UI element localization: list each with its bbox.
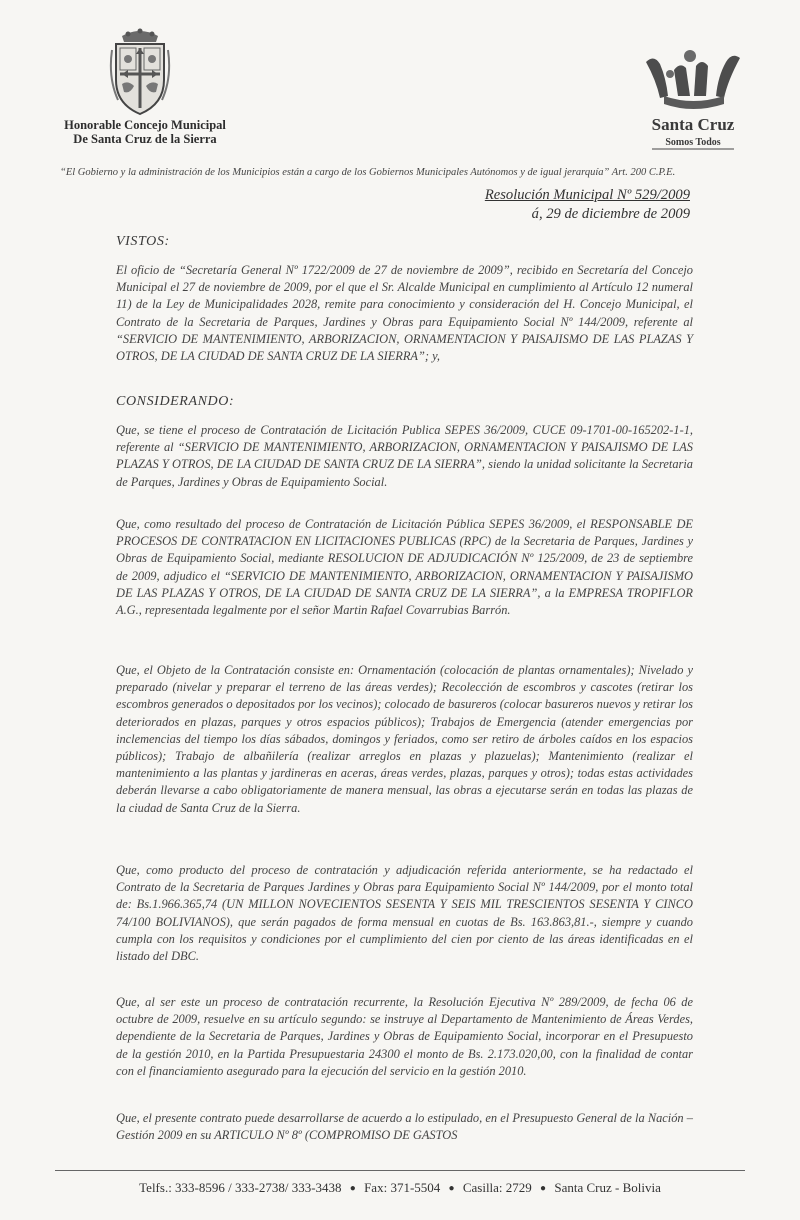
coat-of-arms-icon xyxy=(108,28,172,118)
footer-fax: Fax: 371-5504 xyxy=(364,1180,441,1195)
considerando-paragraph-2: Que, como resultado del proceso de Contratación de Licitación Pública SEPES 36/2009, el RESPONSABLE DE PROCESOS DE CONTRATACION EN LICITACIONES PUBLICAS (RPC) de la Secretaria de Parques, Jardines y Obras de Equipamiento Social, mediante RESOLUCION DE ADJUDICACIÓN Nº 125/2009, de 23 de septiembre de 2009, adjudico el “SERVICIO DE MANTENIMIENTO, ARBORIZACION, ORNAMENTACION Y PAISAJISMO DE LAS PLAZAS Y OTROS, DE LA CIUDAD DE SANTA CRUZ DE LA SIERRA”, a la EMPRESA TROPIFLOR A.G., representada legalmente por el señor Martin Rafael Covarrubias Barrón. xyxy=(116,517,693,618)
considerando-paragraph-6: Que, el presente contrato puede desarrollarse de acuerdo a lo estipulado, en el Presupuesto General de la Nación – Gestión 2009 en su ARTICULO Nº 8º (COMPROMISO DE GASTOS xyxy=(116,1111,693,1143)
council-name xyxy=(40,118,250,146)
bullet-icon: ● xyxy=(448,1183,455,1194)
considerando-paragraph-4: Que, como producto del proceso de contratación y adjudicación referida anteriormente, se ha redactado el Contrato de la Secretaria de Parques Jardines y Obras para Equipamiento Social Nº 144/2009, por el monto total de: Bs.1.966.365,74 (UN MILLON NOVECIENTOS SESENTA Y SEIS MIL TRESCIENTOS SESENTA Y CINCO 74/100 BOLIVIANOS), que serán pagados de forma mensual en cuotas de Bs. 163.863,81.-, siempre y cuando cumpla con los requisitos y condiciones por el cumplimiento del cien por ciento de las áreas identificadas en el listado del DBC. xyxy=(116,863,693,964)
vistos-heading: VISTOS: xyxy=(116,234,170,249)
logo-subtitle: Somos Todos xyxy=(665,137,721,148)
council-name-line1: Honorable Concejo Municipal xyxy=(64,118,226,132)
considerando-paragraph-3: Que, el Objeto de la Contratación consiste en: Ornamentación (colocación de plantas ornamentales); Nivelado y preparado (nivelar y preparar el terreno de las áreas verdes); Recolección de escombros y cascotes (retirar los escombros generados o depositados por los vecinos); colocado de basureros (colocar basureros nuevos y retirar los deteriorados en plazas, parques y otros espacios públicos); Trabajos de Emergencia (atender emergencias por inclemencias del tiempo los días sábados, domingos y feriados, como ser retiro de árboles caídos en los espacios públicos); Trabajo de albañilería (realizar arreglos en plazas y plazuelas); Mantenimiento (realizar el mantenimiento a las plantas y jardineras en aceras, áreas verdes, plazas, parques y otros); todas estas actividades deberán llevarse a cabo obligatoriamente de manera mensual, las obras a ejecutarse serán en todas las plazas de la ciudad de Santa Cruz de la Sierra. xyxy=(116,663,693,815)
vistos-paragraph: El oficio de “Secretaría General Nº 1722/2009 de 27 de noviembre de 2009”, recibido en Secretaría del Concejo Municipal el 27 de noviembre de 2009, por el que el Sr. Alcalde Municipal en cumplimiento al Artículo 12 numeral 11) de la Ley de Municipalidades 2028, remite para conocimiento y consideración del H. Concejo Municipal, el Contrato de la Secretaria de Parques, Jardines y Obras para Equipamiento Social Nº 144/2009, referente al “SERVICIO DE MANTENIMIENTO, ARBORIZACION, ORNAMENTACION Y PAISAJISMO DE LAS PLAZAS Y OTROS, DE LA CIUDAD DE SANTA CRUZ DE LA SIERRA”; y, xyxy=(116,263,693,364)
footer-contact xyxy=(55,1180,745,1196)
resolution-header xyxy=(350,186,690,224)
considerando-paragraph-1: Que, se tiene el proceso de Contratación de Licitación Publica SEPES 36/2009, CUCE 09-1701-00-165202-1-1, referente al “SERVICIO DE MANTENIMIENTO, ARBORIZACION, ORNAMENTACION Y PAISAJISMO DE LAS PLAZAS Y OTROS, DE LA CIUDAD DE SANTA CRUZ DE LA SIERRA”, siendo la unidad solicitante la Secretaria de Parques, Jardines y Obras de Equipamiento Social. xyxy=(116,423,693,489)
constitution-quote: “El Gobierno y la administración de los Municipios están a cargo de los Gobiernos Municipales Autónomos y de igual jerarquía” Art. 200 C.P.E. xyxy=(60,167,676,178)
footer-phones: Telfs.: 333-8596 / 333-2738/ 333-3438 xyxy=(139,1180,342,1195)
footer-divider xyxy=(55,1170,745,1171)
logo-title: Santa Cruz xyxy=(651,115,735,134)
bullet-icon: ● xyxy=(540,1183,547,1194)
footer-casilla: Casilla: 2729 xyxy=(462,1180,532,1195)
considerando-heading: CONSIDERANDO: xyxy=(116,394,235,409)
santa-cruz-logo xyxy=(638,44,748,154)
council-name-line2: De Santa Cruz de la Sierra xyxy=(73,132,217,146)
bullet-icon: ● xyxy=(349,1183,356,1194)
considerando-paragraph-5: Que, al ser este un proceso de contratación recurrente, la Resolución Ejecutiva Nº 289/2009, de fecha 06 de octubre de 2009, resuelve en su artículo segundo: se instruye al Departamento de Mantenimiento de Áreas Verdes, dependiente de la Secretaria de Parques, Jardines y Obras de Equipamiento Social, incorporar en el Presupuesto de la gestión 2010, en la Partida Presupuestaria 24300 el monto de Bs. 2.173.020,00, con la finalidad de contar con el financiamiento asegurado para la ejecución del servicio en la gestión 2010. xyxy=(116,995,693,1078)
resolution-number: Resolución Municipal Nº 529/2009 xyxy=(484,187,690,203)
resolution-date: á, 29 de diciembre de 2009 xyxy=(531,206,690,222)
footer-city: Santa Cruz - Bolivia xyxy=(554,1180,661,1195)
